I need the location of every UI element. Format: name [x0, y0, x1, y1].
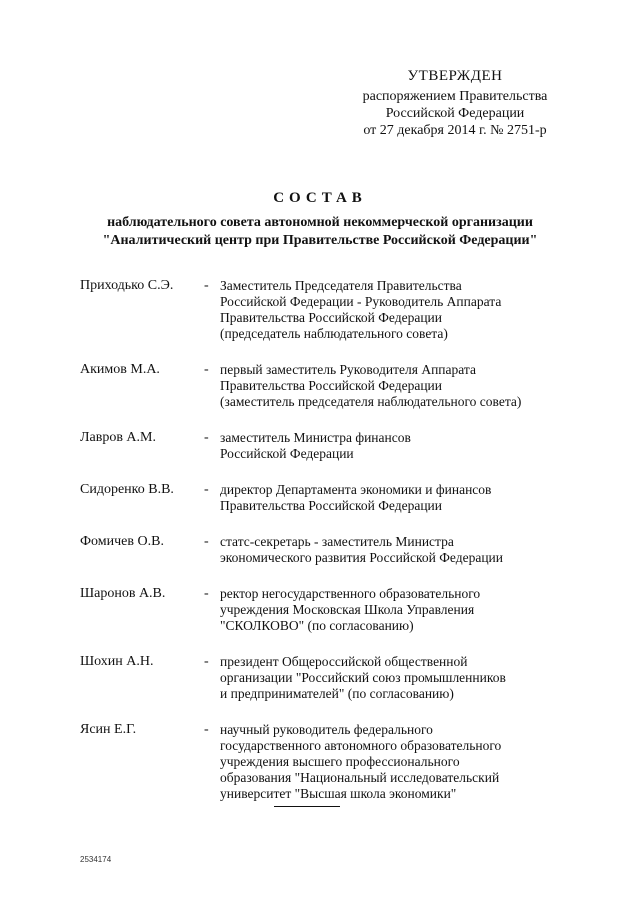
member-dash: - [204, 586, 209, 601]
member-row [80, 430, 580, 462]
member-role-line: Российской Федерации - Руководитель Аппарата [220, 294, 502, 309]
member-role-line: (заместитель председателя наблюдательного совета) [220, 394, 522, 409]
member-role-line: директор Департамента экономики и финансов [220, 482, 492, 497]
member-role [220, 586, 570, 634]
member-role-line: научный руководитель федерального [220, 722, 433, 737]
approval-line: Российской Федерации [385, 106, 525, 121]
member-role-line: Российской Федерации [220, 446, 354, 461]
member-row [80, 482, 580, 514]
member-role-line: университет "Высшая школа экономики" [220, 786, 457, 801]
member-role-line: Правительства Российской Федерации [220, 310, 442, 325]
member-role-line: экономического развития Российской Федерации [220, 550, 504, 565]
member-dash: - [204, 482, 209, 497]
member-role-line: (председатель наблюдательного совета) [220, 326, 448, 341]
approval-line: распоряжением Правительства [362, 89, 548, 104]
member-name: Шохин А.Н. [80, 654, 154, 669]
member-row [80, 278, 580, 342]
member-name: Фомичев О.В. [80, 534, 164, 549]
member-name: Шаронов А.В. [80, 586, 166, 601]
member-role-line: Правительства Российской Федерации [220, 378, 442, 393]
member-dash: - [204, 278, 209, 293]
member-row [80, 362, 580, 410]
member-role-line: государственного автономного образовательного [220, 738, 502, 753]
approval-heading: УТВЕРЖДЕН [407, 68, 503, 84]
member-role [220, 430, 570, 462]
member-role [220, 362, 570, 410]
member-dash: - [204, 722, 209, 737]
member-dash: - [204, 362, 209, 377]
member-role [220, 654, 570, 702]
member-row [80, 534, 580, 566]
member-role-line: учреждения Московская Школа Управления [220, 602, 475, 617]
member-name: Сидоренко В.В. [80, 482, 174, 497]
member-name: Приходько С.Э. [80, 278, 174, 293]
member-role-line: заместитель Министра финансов [220, 430, 411, 445]
members-list [80, 278, 580, 822]
document-title: СОСТАВ [273, 190, 367, 206]
member-dash: - [204, 534, 209, 549]
member-role [220, 722, 570, 802]
member-role-line: ректор негосударственного образовательного [220, 586, 481, 601]
approval-line: от 27 декабря 2014 г. № 2751-р [363, 123, 547, 138]
member-role [220, 534, 570, 566]
member-dash: - [204, 430, 209, 445]
member-dash: - [204, 654, 209, 669]
member-role-line: Правительства Российской Федерации [220, 498, 442, 513]
document-number: 2534174 [80, 855, 112, 864]
end-separator-line [274, 806, 340, 807]
member-role-line: "СКОЛКОВО" (по согласованию) [220, 618, 414, 633]
member-row [80, 654, 580, 702]
member-role-line: и предпринимателей" (по согласованию) [220, 686, 454, 701]
approval-block [340, 68, 570, 139]
subtitle-line: наблюдательного совета автономной некоммерческой организации [107, 215, 533, 230]
member-row [80, 586, 580, 634]
member-role [220, 482, 570, 514]
subtitle-line: "Аналитический центр при Правительстве Российской Федерации" [102, 233, 538, 248]
member-role-line: организации "Российский союз промышленников [220, 670, 506, 685]
member-role-line: статс-секретарь - заместитель Министра [220, 534, 454, 549]
document-subtitle [0, 214, 640, 250]
member-role-line: образования "Национальный исследовательский [220, 770, 500, 785]
member-role-line: учреждения высшего профессионального [220, 754, 460, 769]
member-role-line: президент Общероссийской общественной [220, 654, 468, 669]
member-name: Акимов М.А. [80, 362, 160, 377]
member-name: Лавров А.М. [80, 430, 156, 445]
member-name: Ясин Е.Г. [80, 722, 137, 737]
member-role-line: Заместитель Председателя Правительства [220, 278, 462, 293]
member-row [80, 722, 580, 802]
member-role-line: первый заместитель Руководителя Аппарата [220, 362, 476, 377]
member-role [220, 278, 570, 342]
